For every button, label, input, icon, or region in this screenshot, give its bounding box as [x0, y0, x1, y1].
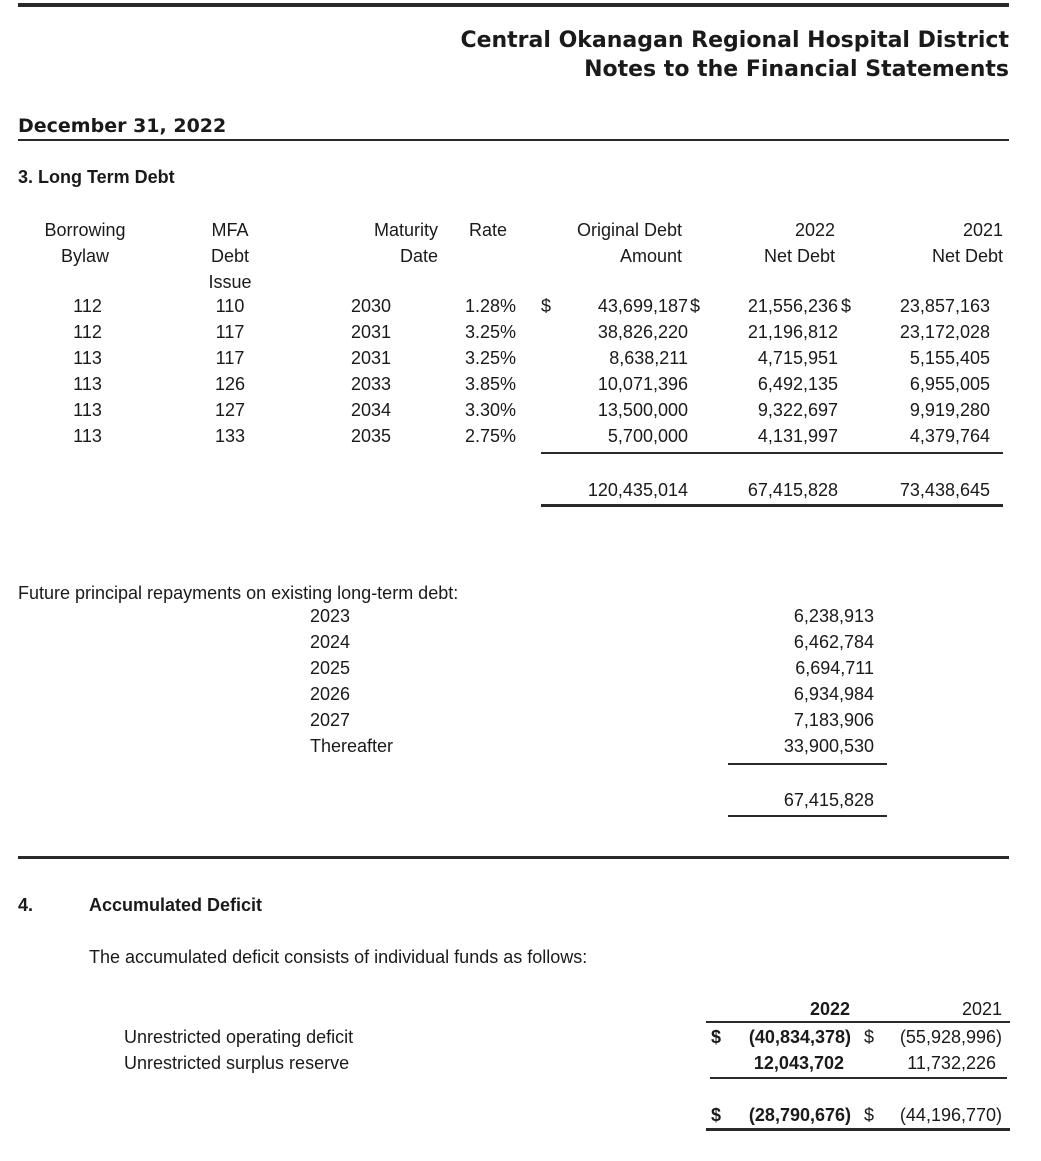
- cell-maturity-date: 2033: [351, 374, 392, 394]
- cell-mfa-debt-issue: 127: [214, 400, 246, 420]
- cell-net-debt-2021: 4,379,764: [909, 426, 990, 446]
- deficit-subtotal-rule: [710, 1077, 1007, 1079]
- cell-mfa-debt-issue: 117: [215, 322, 245, 342]
- cell-rate: 3.25%: [464, 348, 516, 368]
- repayment-amount: 6,238,913: [793, 606, 874, 626]
- cell-net-debt-2021: 23,172,028: [899, 322, 990, 342]
- deficit-total-2021: (44,196,770): [899, 1105, 1002, 1125]
- deficit-total-2022: (28,790,676): [748, 1105, 851, 1125]
- debt-subtotal-rule: [541, 452, 1003, 454]
- repayment-year: Thereafter: [310, 736, 394, 756]
- cell-borrowing-bylaw: 112: [73, 322, 102, 342]
- deficit-currency-2021: $: [864, 1027, 875, 1047]
- cell-mfa-debt-issue: 133: [214, 426, 246, 446]
- total-net-debt-2021: 73,438,645: [899, 480, 990, 500]
- cell-net-debt-2021: 6,955,005: [909, 374, 990, 394]
- repayment-year: 2024: [310, 632, 351, 652]
- col-header-2021-net-debt: 2021 Net Debt: [931, 220, 1003, 266]
- cell-borrowing-bylaw: 113: [73, 426, 102, 446]
- cell-maturity-date: 2035: [351, 426, 392, 446]
- deficit-total-double-rule: [706, 1128, 1010, 1131]
- top-rule: [18, 3, 1009, 7]
- repayments-label: Future principal repayments on existing long-term debt:: [18, 583, 459, 603]
- repayment-year: 2026: [310, 684, 351, 704]
- repayments-total-rule: [728, 815, 887, 817]
- cell-original-debt: 8,638,211: [609, 348, 688, 368]
- deficit-col-2021: 2021: [961, 999, 1002, 1019]
- statement-date: December 31, 2022: [18, 115, 227, 137]
- cell-rate: 2.75%: [464, 426, 516, 446]
- section-4-number: 4.: [18, 895, 34, 915]
- cell-original-debt: 43,699,187: [597, 296, 688, 316]
- cell-mfa-debt-issue: 126: [214, 374, 246, 394]
- cell-net-debt-2022: 4,715,951: [757, 348, 838, 368]
- deficit-header-rule: [706, 1021, 1010, 1023]
- currency-symbol-net-2021: $: [841, 296, 852, 316]
- report-title: Central Okanagan Regional Hospital District: [460, 28, 1009, 53]
- col-header-borrowing-bylaw: Borrowing Bylaw: [44, 220, 126, 266]
- deficit-row-label: Unrestricted operating deficit: [124, 1027, 354, 1047]
- cell-net-debt-2022: 6,492,135: [757, 374, 838, 394]
- cell-net-debt-2021: 23,857,163: [899, 296, 990, 316]
- cell-maturity-date: 2030: [351, 296, 392, 316]
- cell-maturity-date: 2031: [351, 322, 392, 342]
- report-subtitle: Notes to the Financial Statements: [584, 57, 1009, 82]
- cell-borrowing-bylaw: 112: [73, 296, 102, 316]
- deficit-total-currency-2021: $: [864, 1105, 875, 1125]
- col-header-original-debt: Original Debt Amount: [576, 220, 682, 266]
- cell-original-debt: 38,826,220: [597, 322, 688, 342]
- debt-total-double-rule: [541, 504, 1003, 507]
- cell-net-debt-2022: 4,131,997: [757, 426, 838, 446]
- col-header-rate: Rate: [469, 220, 508, 240]
- deficit-value-2021: 11,732,226: [907, 1053, 996, 1073]
- cell-net-debt-2022: 9,322,697: [757, 400, 838, 420]
- cell-rate: 3.30%: [464, 400, 516, 420]
- cell-rate: 3.25%: [464, 322, 516, 342]
- section-divider: [18, 856, 1009, 859]
- currency-symbol-net-2022: $: [690, 296, 701, 316]
- repayment-year: 2027: [310, 710, 351, 730]
- col-header-2022-net-debt: 2022 Net Debt: [763, 220, 835, 266]
- cell-mfa-debt-issue: 110: [215, 296, 245, 316]
- section-4-intro: The accumulated deficit consists of individual funds as follows:: [89, 947, 588, 967]
- repayments-subtotal-rule: [728, 763, 887, 765]
- repayment-amount: 6,462,784: [793, 632, 874, 652]
- cell-mfa-debt-issue: 117: [215, 348, 245, 368]
- cell-net-debt-2022: 21,556,236: [747, 296, 838, 316]
- cell-rate: 1.28%: [464, 296, 516, 316]
- date-rule: [18, 139, 1009, 141]
- cell-rate: 3.85%: [464, 374, 516, 394]
- repayments-total: 67,415,828: [783, 790, 874, 810]
- cell-original-debt: 5,700,000: [607, 426, 688, 446]
- repayment-year: 2025: [310, 658, 351, 678]
- repayment-amount: 6,694,711: [795, 658, 874, 678]
- cell-original-debt: 13,500,000: [597, 400, 688, 420]
- repayment-amount: 33,900,530: [783, 736, 874, 756]
- section-4-heading: Accumulated Deficit: [89, 895, 263, 915]
- deficit-value-2021: (55,928,996): [899, 1027, 1002, 1047]
- total-original-debt: 120,435,014: [587, 480, 688, 500]
- cell-original-debt: 10,071,396: [597, 374, 688, 394]
- repayment-amount: 6,934,984: [793, 684, 874, 704]
- cell-borrowing-bylaw: 113: [73, 348, 102, 368]
- cell-borrowing-bylaw: 113: [73, 374, 102, 394]
- cell-borrowing-bylaw: 113: [73, 400, 102, 420]
- repayment-amount: 7,183,906: [793, 710, 874, 730]
- deficit-value-2022: (40,834,378): [748, 1027, 851, 1047]
- col-header-mfa-debt-issue: MFA Debt Issue: [208, 220, 252, 292]
- deficit-currency-2022: $: [711, 1027, 722, 1047]
- deficit-col-2022: 2022: [809, 999, 850, 1019]
- section-3-heading: 3. Long Term Debt: [18, 167, 175, 187]
- deficit-total-currency-2022: $: [711, 1105, 722, 1125]
- currency-symbol-original: $: [541, 296, 552, 316]
- cell-net-debt-2021: 9,919,280: [909, 400, 990, 420]
- cell-maturity-date: 2034: [351, 400, 392, 420]
- deficit-value-2022: 12,043,702: [753, 1053, 844, 1073]
- cell-maturity-date: 2031: [351, 348, 392, 368]
- total-net-debt-2022: 67,415,828: [747, 480, 838, 500]
- repayment-year: 2023: [310, 606, 351, 626]
- col-header-maturity-date: Maturity Date: [373, 220, 438, 266]
- cell-net-debt-2022: 21,196,812: [747, 322, 838, 342]
- deficit-row-label: Unrestricted surplus reserve: [124, 1053, 350, 1073]
- cell-net-debt-2021: 5,155,405: [909, 348, 990, 368]
